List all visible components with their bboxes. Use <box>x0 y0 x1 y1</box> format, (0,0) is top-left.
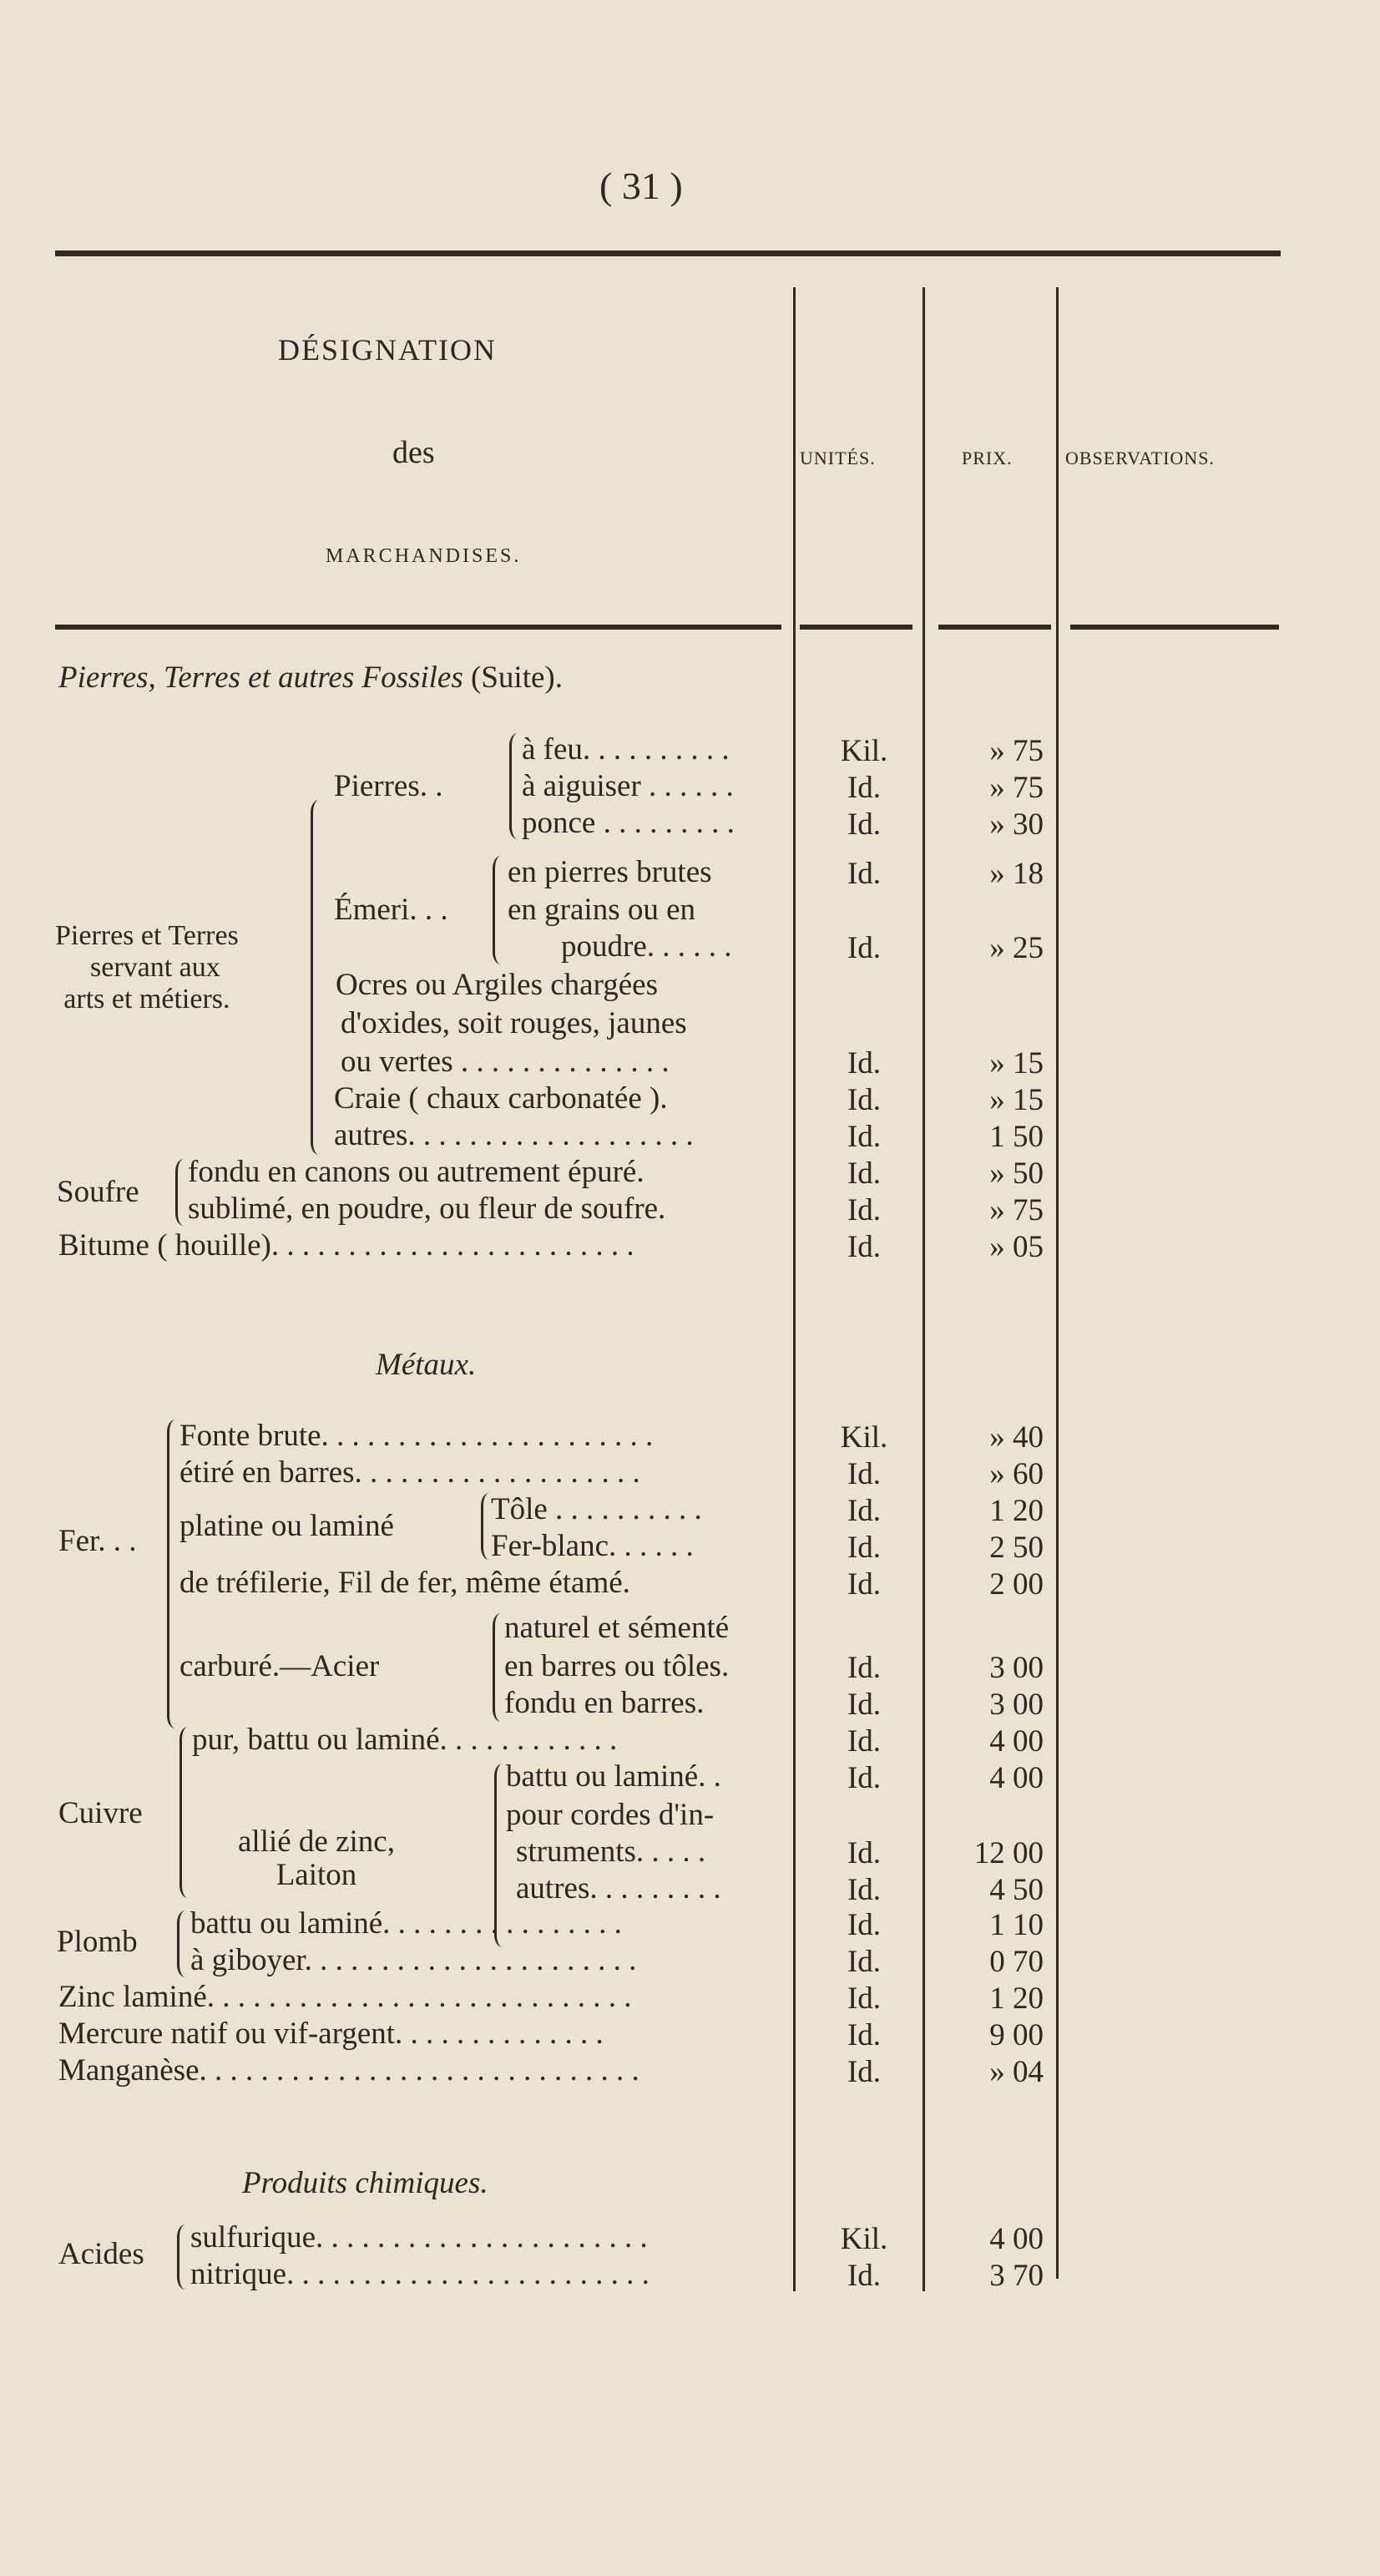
row-trefilerie-price: 2 00 <box>989 1567 1044 1602</box>
row-tole-unit: Id. <box>847 1494 882 1528</box>
group-laiton: allié de zinc, Laiton <box>238 1824 395 1892</box>
row-laiton-cordes-price: 12 00 <box>973 1836 1044 1870</box>
row-laiton-battu-price: 4 00 <box>989 1761 1044 1795</box>
row-plomb-battu-label: battu ou laminé. . . . . . . . . . . . . . . . <box>190 1906 622 1941</box>
group-plomb: Plomb <box>57 1925 138 1959</box>
group-pierres-terres: Pierres et Terres servant aux arts et métiers. <box>55 920 239 1015</box>
row-trefilerie-unit: Id. <box>847 1567 882 1602</box>
row-a-aiguiser-price: » 75 <box>989 771 1044 805</box>
ocres-line-1: Ocres ou Argiles chargées <box>336 968 658 1002</box>
section-pierres-title: Pierres, Terres et autres Fossiles (Suite). <box>58 660 563 695</box>
row-laiton-autres-label: autres. . . . . . . . . <box>516 1871 721 1905</box>
header-marchandises: MARCHANDISES. <box>326 545 522 567</box>
brace-cuivre <box>179 1727 188 1898</box>
row-laiton-autres-unit: Id. <box>847 1873 882 1907</box>
column-rule-units <box>793 287 796 2291</box>
row-manganese-unit: Id. <box>847 2055 882 2089</box>
cordes-line: pour cordes d'in- <box>506 1798 715 1832</box>
group-cuivre: Cuivre <box>58 1796 143 1830</box>
row-etire-unit: Id. <box>847 1457 882 1491</box>
row-ponce-label: ponce . . . . . . . . . <box>522 806 735 840</box>
row-laiton-battu-label: battu ou laminé. . <box>506 1759 721 1794</box>
header-rule-2 <box>800 625 912 630</box>
row-plomb-giboyer-label: à giboyer. . . . . . . . . . . . . . . . . . . . . . <box>190 1943 637 1977</box>
row-laiton-cordes-label: struments. . . . . <box>516 1835 706 1869</box>
row-ponce-price: » 30 <box>989 807 1044 842</box>
row-pierres-brutes-unit: Id. <box>847 857 882 891</box>
group-fer: Fer. . . <box>58 1524 137 1558</box>
row-etire-price: » 60 <box>989 1457 1044 1491</box>
brace-plomb <box>177 1910 185 1977</box>
page-number: ( 31 ) <box>599 164 683 207</box>
row-manganese-price: » 04 <box>989 2055 1044 2089</box>
row-acier-barres-unit: Id. <box>847 1651 882 1685</box>
row-craie-label: Craie ( chaux carbonatée ). <box>334 1081 668 1116</box>
header-rule-4 <box>1070 625 1279 630</box>
row-soufre-fondu-unit: Id. <box>847 1156 882 1191</box>
naturel-line: naturel et sémenté <box>504 1611 730 1645</box>
header-rule-1 <box>55 625 781 630</box>
brace-soufre <box>175 1159 184 1226</box>
row-soufre-fondu-price: » 50 <box>989 1156 1044 1191</box>
row-zinc-unit: Id. <box>847 1981 882 2016</box>
row-soufre-fondu-label: fondu en canons ou autrement épuré. <box>188 1155 645 1189</box>
row-cuivre-pur-unit: Id. <box>847 1724 882 1759</box>
row-ponce-unit: Id. <box>847 807 882 842</box>
row-sulfurique-label: sulfurique. . . . . . . . . . . . . . . . . . . . . . <box>190 2220 648 2255</box>
top-rule <box>55 251 1281 256</box>
header-observations: OBSERVATIONS. <box>1065 448 1215 468</box>
row-laiton-autres-price: 4 50 <box>989 1873 1044 1907</box>
row-fonte-unit: Kil. <box>840 1420 888 1455</box>
row-cuivre-pur-price: 4 00 <box>989 1724 1044 1759</box>
row-acier-barres-label: en barres ou tôles. <box>504 1649 730 1683</box>
row-acier-fondu-label: fondu en barres. <box>504 1686 705 1720</box>
row-sulfurique-price: 4 00 <box>989 2222 1044 2256</box>
row-mercure-unit: Id. <box>847 2018 882 2052</box>
row-poudre-unit: Id. <box>847 931 882 965</box>
row-acier-fondu-price: 3 00 <box>989 1688 1044 1722</box>
group-pierres: Pierres. . <box>334 769 443 803</box>
row-bitume-label: Bitume ( houille). . . . . . . . . . . . . . . . . . . . . . . . <box>58 1228 634 1263</box>
header-designation: DÉSIGNATION <box>278 333 497 367</box>
brace-acier <box>493 1613 501 1722</box>
row-fonte-label: Fonte brute. . . . . . . . . . . . . . . . . . . . . . <box>179 1419 654 1453</box>
row-nitrique-unit: Id. <box>847 2259 882 2293</box>
brace-fer <box>167 1420 175 1728</box>
row-pierres-brutes-label: en pierres brutes <box>508 855 712 889</box>
brace-pierres <box>509 733 518 839</box>
row-fer-blanc-price: 2 50 <box>989 1531 1044 1565</box>
group-platine: platine ou laminé <box>179 1509 394 1543</box>
row-soufre-sublime-label: sublimé, en poudre, ou fleur de soufre. <box>188 1192 666 1226</box>
group-acides: Acides <box>58 2237 144 2271</box>
group-acier: carburé.—Acier <box>179 1649 380 1683</box>
row-a-aiguiser-label: à aiguiser . . . . . . <box>522 769 734 803</box>
header-des: des <box>392 435 435 470</box>
row-plomb-giboyer-price: 0 70 <box>989 1945 1044 1979</box>
row-a-feu-label: à feu. . . . . . . . . . <box>522 732 730 767</box>
brace-platine <box>481 1493 489 1560</box>
brace-pierres-terres <box>311 800 319 1155</box>
row-fer-blanc-unit: Id. <box>847 1531 882 1565</box>
row-trefilerie-label: de tréfilerie, Fil de fer, même étamé. <box>179 1566 630 1600</box>
row-plomb-battu-unit: Id. <box>847 1908 882 1942</box>
row-fer-blanc-label: Fer-blanc. . . . . . <box>491 1529 694 1563</box>
row-autres-price: 1 50 <box>989 1120 1044 1154</box>
column-rule-obs <box>1056 287 1059 2279</box>
brace-emeri <box>493 856 501 964</box>
row-bitume-unit: Id. <box>847 1230 882 1264</box>
row-grains-label: en grains ou en <box>508 893 696 927</box>
row-nitrique-label: nitrique. . . . . . . . . . . . . . . . . . . . . . . . <box>190 2257 650 2291</box>
row-cuivre-pur-label: pur, battu ou laminé. . . . . . . . . . . . <box>192 1723 618 1757</box>
row-poudre-label: poudre. . . . . . <box>561 929 732 964</box>
header-units: UNITÉS. <box>800 448 876 468</box>
row-ou-vertes-unit: Id. <box>847 1046 882 1081</box>
row-poudre-price: » 25 <box>989 931 1044 965</box>
row-mercure-price: 9 00 <box>989 2018 1044 2052</box>
row-a-aiguiser-unit: Id. <box>847 771 882 805</box>
row-bitume-price: » 05 <box>989 1230 1044 1264</box>
section-metaux-title: Métaux. <box>376 1348 477 1382</box>
row-autres-label: autres. . . . . . . . . . . . . . . . . . . <box>334 1118 694 1152</box>
row-craie-unit: Id. <box>847 1083 882 1117</box>
row-pierres-brutes-price: » 18 <box>989 857 1044 891</box>
row-craie-price: » 15 <box>989 1083 1044 1117</box>
row-laiton-battu-unit: Id. <box>847 1761 882 1795</box>
row-tole-price: 1 20 <box>989 1494 1044 1528</box>
brace-acides <box>177 2224 185 2290</box>
row-laiton-cordes-unit: Id. <box>847 1836 882 1870</box>
row-mercure-label: Mercure natif ou vif-argent. . . . . . . . . . . . . . <box>58 2017 604 2051</box>
row-manganese-label: Manganèse. . . . . . . . . . . . . . . . . . . . . . . . . . . . . <box>58 2053 639 2088</box>
row-a-feu-price: » 75 <box>989 734 1044 768</box>
row-tole-label: Tôle . . . . . . . . . . <box>491 1492 702 1526</box>
row-acier-barres-price: 3 00 <box>989 1651 1044 1685</box>
row-autres-unit: Id. <box>847 1120 882 1154</box>
group-emeri: Émeri. . . <box>334 893 448 927</box>
row-plomb-battu-price: 1 10 <box>989 1908 1044 1942</box>
row-zinc-label: Zinc laminé. . . . . . . . . . . . . . . . . . . . . . . . . . . . <box>58 1980 632 2014</box>
row-soufre-sublime-price: » 75 <box>989 1193 1044 1227</box>
row-plomb-giboyer-unit: Id. <box>847 1945 882 1979</box>
row-acier-fondu-unit: Id. <box>847 1688 882 1722</box>
row-soufre-sublime-unit: Id. <box>847 1193 882 1227</box>
row-etire-label: étiré en barres. . . . . . . . . . . . . . . . . . . <box>179 1455 640 1490</box>
header-rule-3 <box>938 625 1051 630</box>
row-nitrique-price: 3 70 <box>989 2259 1044 2293</box>
section-chimiques-title: Produits chimiques. <box>242 2166 488 2200</box>
group-soufre: Soufre <box>57 1175 139 1209</box>
row-fonte-price: » 40 <box>989 1420 1044 1455</box>
row-ou-vertes-price: » 15 <box>989 1046 1044 1081</box>
row-ou-vertes-label: ou vertes . . . . . . . . . . . . . . <box>341 1045 670 1079</box>
row-a-feu-unit: Kil. <box>840 734 888 768</box>
row-zinc-price: 1 20 <box>989 1981 1044 2016</box>
header-price: PRIX. <box>962 448 1013 468</box>
ocres-line-2: d'oxides, soit rouges, jaunes <box>341 1006 687 1040</box>
row-sulfurique-unit: Kil. <box>840 2222 888 2256</box>
